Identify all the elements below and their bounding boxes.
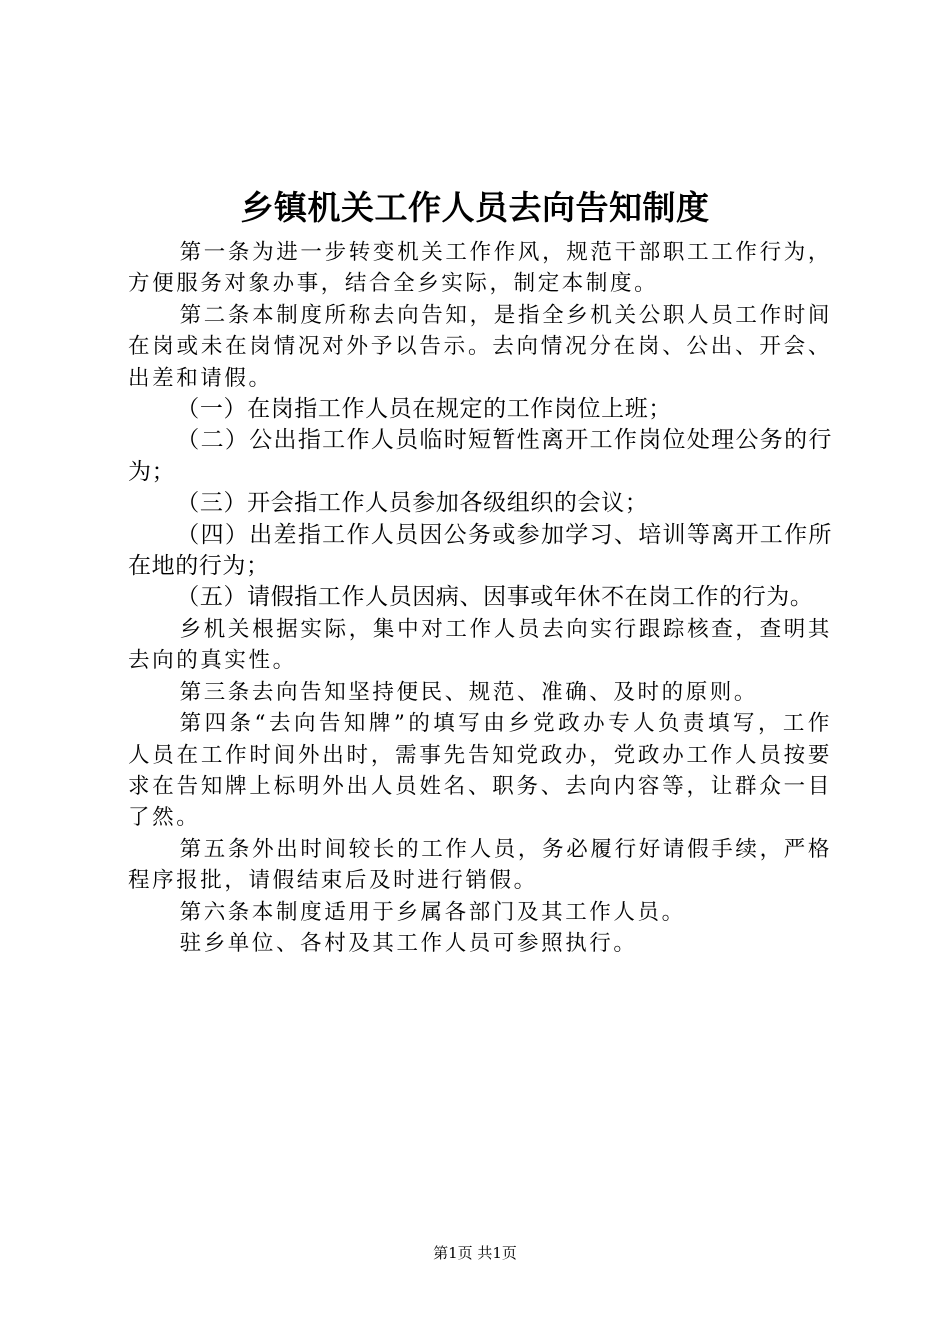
article-4-paragraph: 第四条“去向告知牌”的填写由乡党政办专人负责填写，工作人员在工作时间外出时，需事先告知党政办，党政办工作人员按要求在告知牌上标明外出人员姓名、职务、去向内容等，让群众一目了然。 xyxy=(128,711,832,831)
list-item-leave: （五）请假指工作人员因病、因事或年休不在岗工作的行为。 xyxy=(176,584,814,611)
list-item-official-outing: （二）公出指工作人员临时短暂性离开工作岗位处理公务的行为； xyxy=(128,427,832,485)
article-2-paragraph: 第二条本制度所称去向告知，是指全乡机关公职人员工作时间在岗或未在岗情况对外予以告示。去向情况分在岗、公出、开会、出差和请假。 xyxy=(128,302,832,391)
document-title: 乡镇机关工作人员去向告知制度 xyxy=(240,188,710,227)
list-item-on-duty: （一）在岗指工作人员在规定的工作岗位上班； xyxy=(176,396,672,423)
article-1-paragraph: 第一条为进一步转变机关工作作风，规范干部职工工作行为，方便服务对象办事，结合全乡实际，制定本制度。 xyxy=(128,240,832,297)
document-body xyxy=(128,237,832,959)
article-6-paragraph: 第六条本制度适用于乡属各部门及其工作人员。 xyxy=(179,899,686,925)
verification-paragraph: 乡机关根据实际，集中对工作人员去向实行跟踪核查，查明其去向的真实性。 xyxy=(128,616,832,674)
list-item-business-trip: （四）出差指工作人员因公务或参加学习、培训等离开工作所在地的行为； xyxy=(128,521,832,580)
article-3-paragraph: 第三条去向告知坚持便民、规范、准确、及时的原则。 xyxy=(179,679,758,705)
page-footer: 第1页 共1页 xyxy=(433,1244,517,1262)
article-5-paragraph: 第五条外出时间较长的工作人员，务必履行好请假手续，严格程序报批，请假结束后及时进行销假。 xyxy=(128,836,832,894)
closing-paragraph: 驻乡单位、各村及其工作人员可参照执行。 xyxy=(179,930,638,956)
list-item-meeting: （三）开会指工作人员参加各级组织的会议； xyxy=(176,490,649,517)
